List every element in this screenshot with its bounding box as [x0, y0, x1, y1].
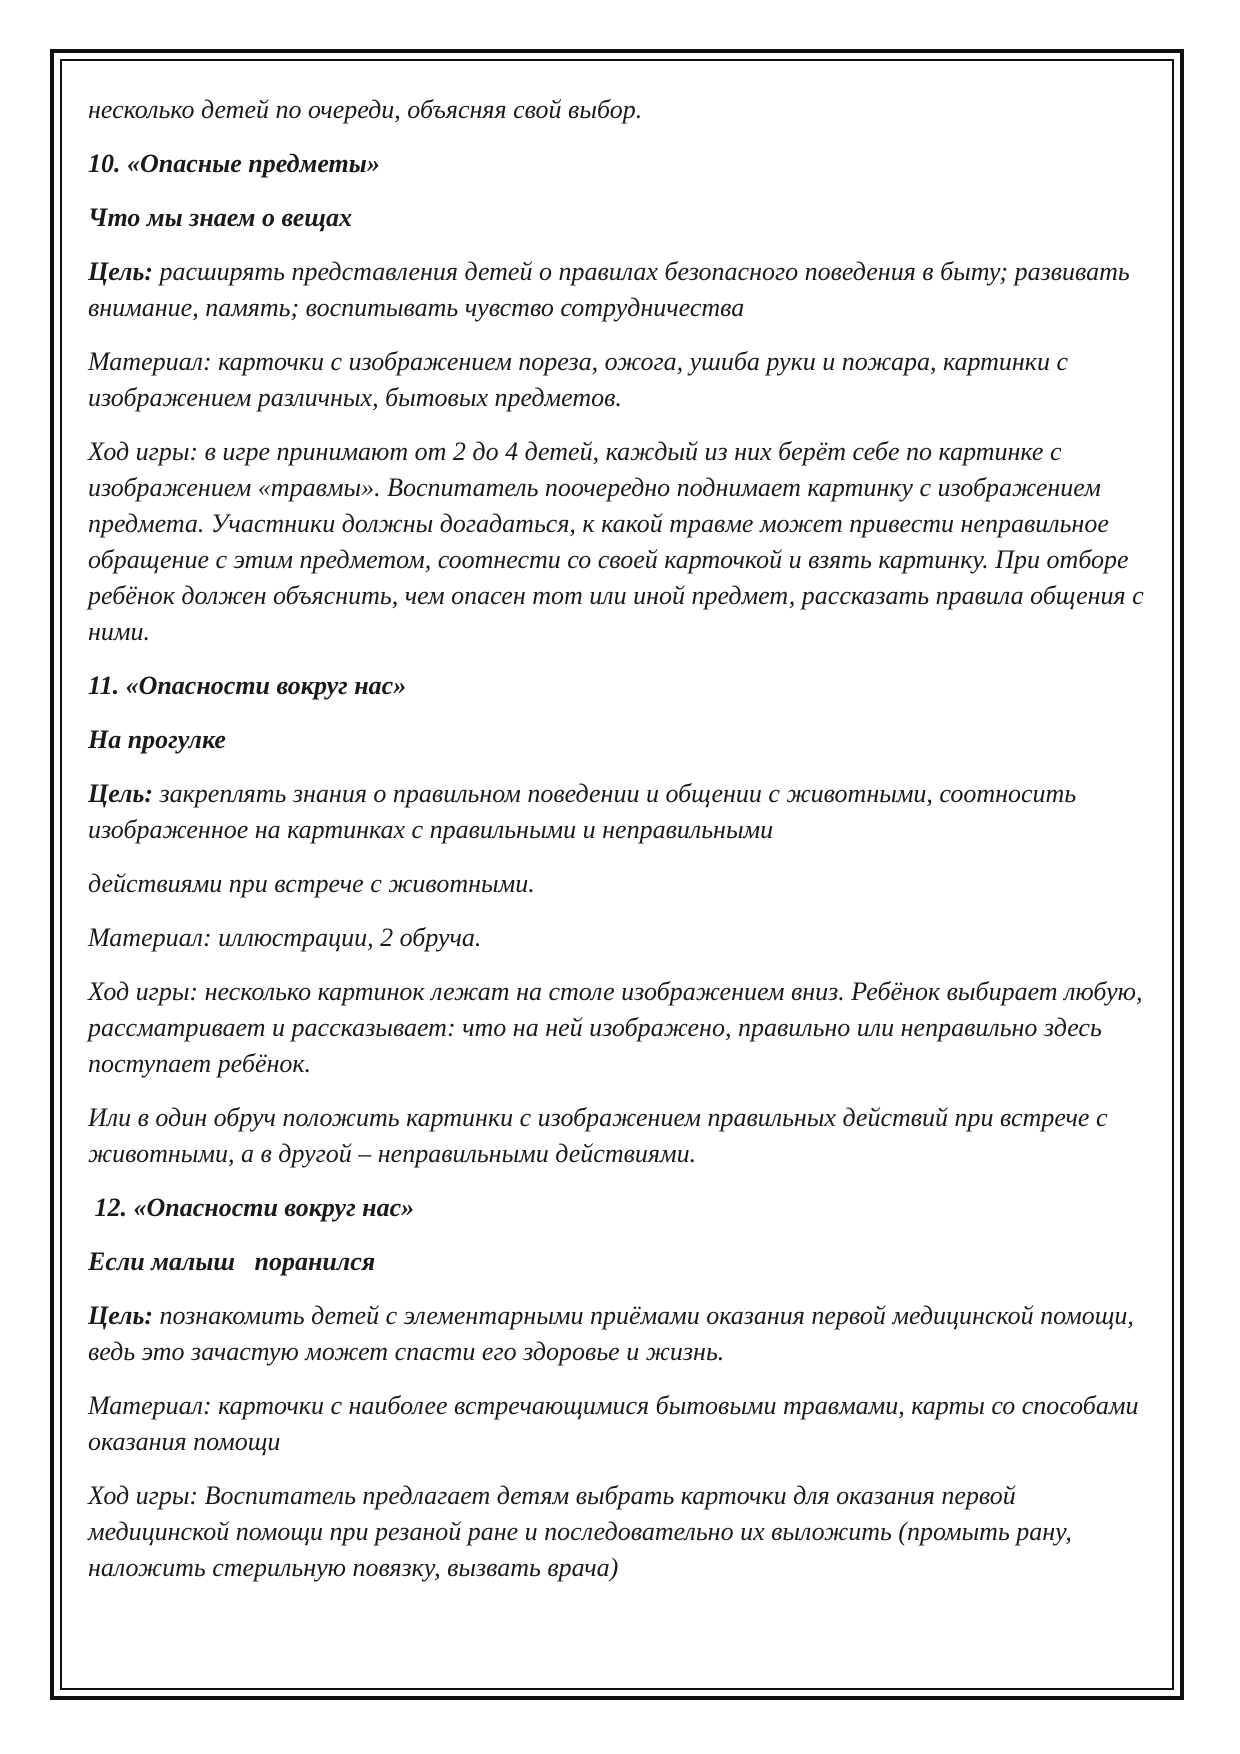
- game-11-title: 11. «Опасности вокруг нас»: [88, 671, 407, 700]
- game-11-variant: Или в один обруч положить картинки с изображением правильных действий при встрече с животными, а в другой – неправильными действиями.: [88, 1103, 1108, 1168]
- game-10-title: 10. «Опасные предметы»: [88, 149, 380, 178]
- game-12-title: 12. «Опасности вокруг нас»: [88, 1193, 415, 1222]
- goal-text: расширять представления детей о правилах безопасного поведения в быту; развивать внимание, память; воспитывать чувство сотрудничества: [88, 257, 1130, 322]
- goal-label: Цель:: [88, 779, 153, 808]
- goal-text: закреплять знания о правильном поведении и общении с животными, соотносить изображенное на картинках с правильными и неправильными: [88, 779, 1077, 844]
- game-12-material: Материал: карточки с наиболее встречающимися бытовыми травмами, карты со способами оказания помощи: [88, 1391, 1139, 1456]
- game-10-course: Ход игры: в игре принимают от 2 до 4 детей, каждый из них берёт себе по картинке с изображением «травмы». Воспитатель поочередно поднимает картинку с изображением предмета. Участники должны догадаться, к какой травме может привести неправильное обращение с этим предметом, соотнести со своей карточкой и взять картинку. При отборе ребёнок должен объяснить, чем опасен тот или иной предмет, рассказать правила общения с ними.: [88, 437, 1144, 646]
- intro-paragraph: несколько детей по очереди, объясняя свой выбор.: [88, 95, 643, 124]
- game-11-subtitle: На прогулке: [88, 725, 226, 754]
- game-10-material: Материал: карточки с изображением пореза, ожога, ушиба руки и пожара, картинки с изображением различных, бытовых предметов.: [88, 347, 1069, 412]
- goal-label: Цель:: [88, 257, 153, 286]
- game-11-goal-continuation: действиями при встрече с животными.: [88, 869, 535, 898]
- document-body: [88, 92, 1148, 1604]
- game-11-material: Материал: иллюстрации, 2 обруча.: [88, 923, 482, 952]
- game-12-subtitle: Если малыш поранился: [88, 1247, 376, 1276]
- game-11-goal: [88, 776, 1148, 848]
- game-11-course: Ход игры: несколько картинок лежат на столе изображением вниз. Ребёнок выбирает любую, рассматривает и рассказывает: что на ней изображено, правильно или неправильно здесь поступает ребёнок.: [88, 977, 1143, 1078]
- game-10-subtitle: Что мы знаем о вещах: [88, 203, 352, 232]
- game-12-course: Ход игры: Воспитатель предлагает детям выбрать карточки для оказания первой медицинской помощи при резаной ране и последовательно их выложить (промыть рану, наложить стерильную повязку, вызвать врача): [88, 1481, 1072, 1582]
- game-10-goal: [88, 254, 1148, 326]
- goal-label: Цель:: [88, 1301, 153, 1330]
- goal-text: познакомить детей с элементарными приёмами оказания первой медицинской помощи, ведь это зачастую может спасти его здоровье и жизнь.: [88, 1301, 1134, 1366]
- game-12-goal: [88, 1298, 1148, 1370]
